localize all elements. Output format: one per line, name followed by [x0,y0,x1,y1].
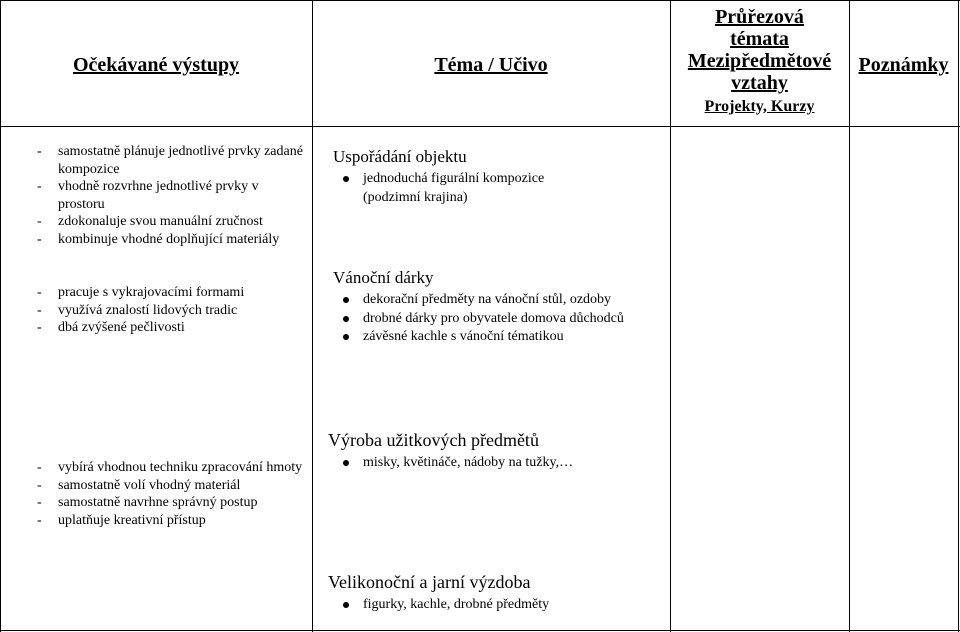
list-item: - pracuje s vykrajovacími formami [34,284,304,302]
list-item: drobné dárky pro obyvatele domova důchodců [333,310,663,329]
row-4-topic [328,572,663,615]
topic-item-list [333,170,548,207]
header-topic: Téma / Učivo [434,54,548,76]
list-item: misky, květináče, nádoby na tužky,… [333,454,663,473]
row-1-outcomes [34,143,304,248]
list-item: závěsné kachle s vánoční tématikou [333,328,663,347]
topic-title: Velikonoční a jarní výzdoba [328,572,531,592]
list-item: - samostatně plánuje jednotlivé prvky zadané kompozice [34,143,304,178]
topic-item-list [333,596,663,615]
list-item: - samostatně navrhne správný postup [34,494,304,512]
header-cross-line-1: Průřezová [715,6,804,28]
table-border-right [958,0,959,632]
list-item: - vybírá vhodnou techniku zpracování hmoty [34,459,304,477]
topic-title: Uspořádání objektu [333,147,467,166]
list-item: - vhodně rozvrhne jednotlivé prvky v prostoru [34,178,304,213]
list-item: - využívá znalostí lidových tradic [34,302,304,320]
topic-item-list [333,454,663,473]
list-item: - zdokonaluje svou manuální zručnost [34,213,304,231]
row-1-topic [333,147,663,207]
topic-title: Výroba užitkových předmětů [328,430,539,450]
list-item: figurky, kachle, drobné předměty [333,596,663,615]
header-cross-line-3: Mezipředmětové [687,50,832,72]
header-cross-line-4: vztahy [731,72,788,94]
header-divider [0,126,960,127]
topic-item-list [333,291,663,347]
row-3-topic [328,430,663,473]
list-item: dekorační předměty na vánoční stůl, ozdoby [333,291,663,310]
row-2-outcome-list [34,284,304,337]
header-cross-subtitle: Projekty, Kurzy [704,98,815,115]
table-border-top [0,0,960,1]
table-border-left [0,0,1,632]
topic-title: Vánoční dárky [333,268,434,287]
column-divider-2 [670,0,671,632]
table-border-bottom [0,630,960,631]
list-item: - samostatně volí vhodný materiál [34,477,304,495]
column-divider-1 [312,0,313,632]
header-expected-outcomes: Očekávané výstupy [72,54,240,76]
list-item: jednoduchá figurální kompozice (podzimní krajina) [333,170,548,207]
list-item: - kombinuje vhodné doplňující materiály [34,231,304,249]
header-notes: Poznámky [858,54,949,76]
header-cross-line-2: témata [730,28,789,50]
row-2-outcomes [34,284,304,337]
header-cross-curricular [672,6,847,118]
row-2-topic [333,268,663,347]
row-3-outcomes [34,459,304,529]
list-item: - uplatňuje kreativní přístup [34,512,304,530]
row-1-outcome-list [34,143,304,248]
column-divider-3 [849,0,850,632]
row-3-outcome-list [34,459,304,529]
list-item: - dbá zvýšené pečlivosti [34,319,304,337]
